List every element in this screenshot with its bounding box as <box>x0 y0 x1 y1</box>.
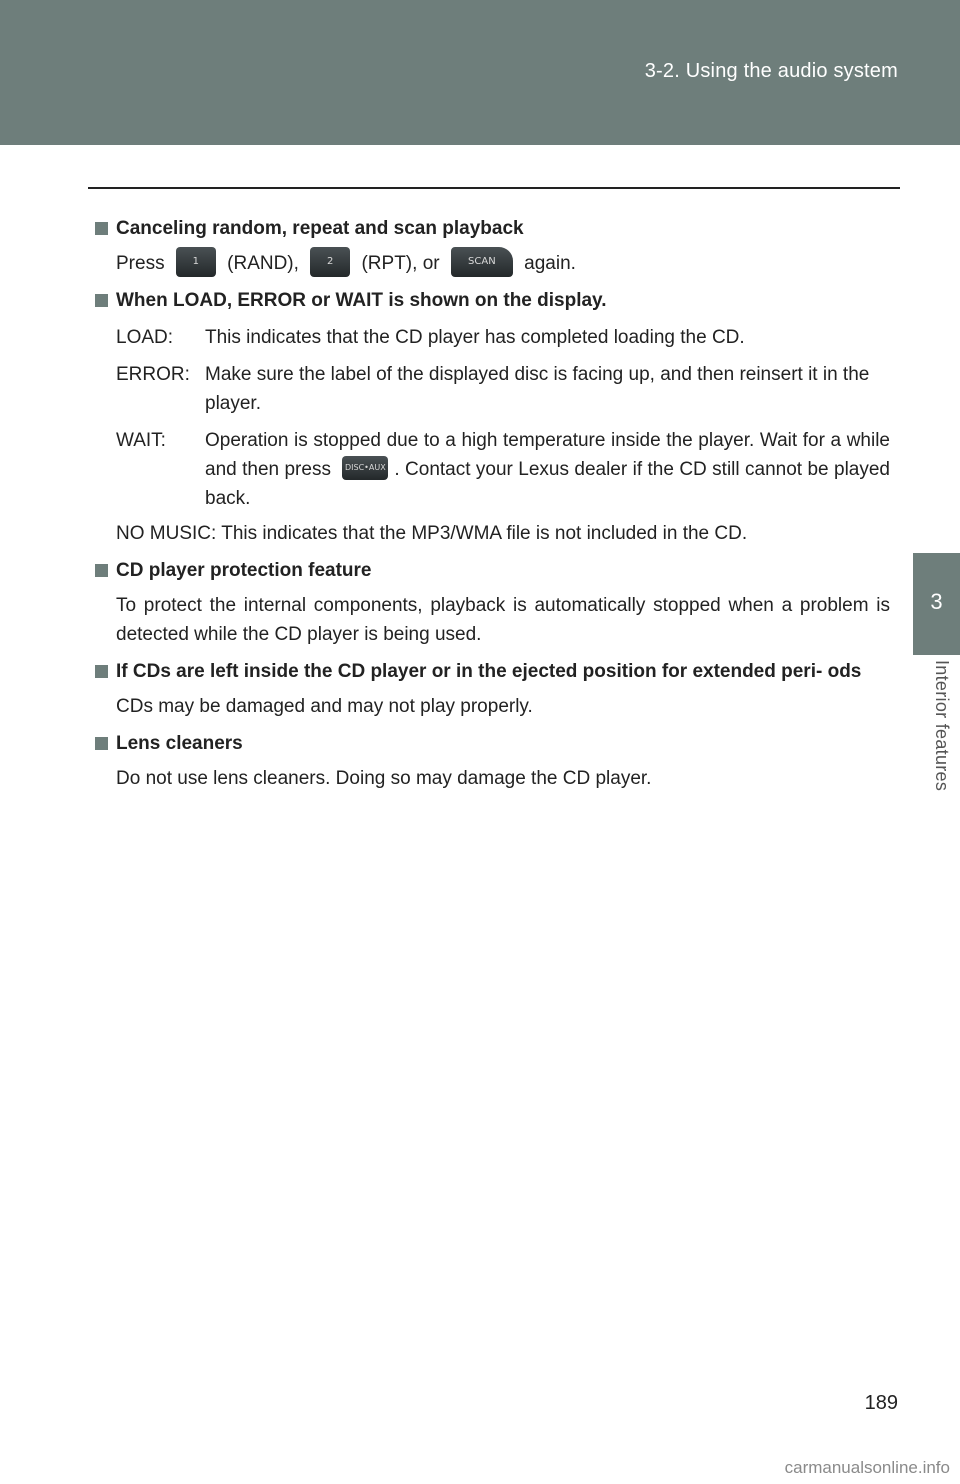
preset-2-button-icon: 2 <box>310 247 350 277</box>
heading-canceling: Canceling random, repeat and scan playback <box>95 214 890 243</box>
page-number: 189 <box>864 1392 898 1414</box>
square-bullet-icon <box>95 294 108 307</box>
square-bullet-icon <box>95 222 108 235</box>
disc-aux-button-icon: DISC•AUX <box>342 456 388 480</box>
left-inside-paragraph: CDs may be damaged and may not play properly. <box>116 696 533 717</box>
heading-display-messages: When LOAD, ERROR or WAIT is shown on the display. <box>95 286 890 315</box>
cancel-paragraph: Press 1 (RAND), 2 (RPT), or SCAN again. <box>95 249 890 278</box>
watermark: carmanualsonline.info <box>784 1458 950 1477</box>
header-rule <box>88 187 900 189</box>
heading-lens: Lens cleaners <box>95 729 890 758</box>
term-wait: WAIT: Operation is stopped due to a high temperature inside the player. Wait for a while and then press DISC•AUX . Contact your Lexus dealer if the CD still cannot be played back. <box>116 430 890 509</box>
square-bullet-icon <box>95 737 108 750</box>
scan-button-icon: SCAN <box>451 247 513 277</box>
protection-paragraph: To protect the internal components, playback is automatically stopped when a problem is detected while the CD player is being used. <box>116 595 890 645</box>
header-band <box>0 0 960 145</box>
heading-left-inside: If CDs are left inside the CD player or in the ejected position for extended peri- ods <box>95 657 890 686</box>
lens-paragraph: Do not use lens cleaners. Doing so may damage the CD player. <box>116 768 652 789</box>
chapter-label: Interior features <box>932 660 952 792</box>
section-title: 3-2. Using the audio system <box>644 60 898 82</box>
preset-1-button-icon: 1 <box>176 247 216 277</box>
page-content <box>95 214 890 793</box>
term-load: LOAD: This indicates that the CD player has completed loading the CD. <box>116 327 745 348</box>
term-error: ERROR: Make sure the label of the displayed disc is facing up, and then reinsert it in the player. <box>116 364 870 414</box>
heading-protection: CD player protection feature <box>95 556 890 585</box>
chapter-tab[interactable] <box>913 553 960 655</box>
no-music-paragraph: NO MUSIC: This indicates that the MP3/WMA file is not included in the CD. <box>116 523 748 544</box>
square-bullet-icon <box>95 564 108 577</box>
chapter-number: 3 <box>930 589 943 614</box>
square-bullet-icon <box>95 665 108 678</box>
